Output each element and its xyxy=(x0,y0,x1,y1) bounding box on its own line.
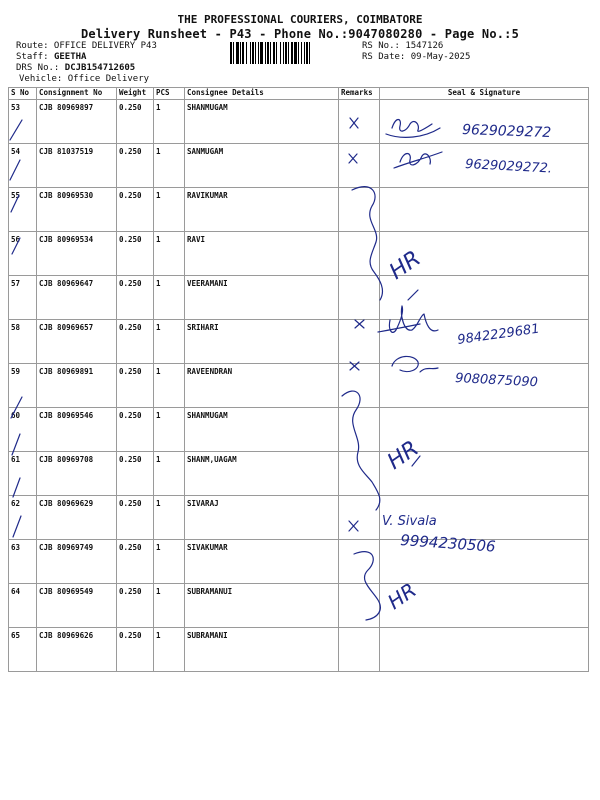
barcode-bar xyxy=(252,42,254,64)
table-row xyxy=(9,232,589,276)
barcode-bar xyxy=(283,42,284,64)
table-row xyxy=(9,144,589,188)
barcode-bar xyxy=(236,42,239,64)
cell-remarks xyxy=(339,496,380,540)
cell-signature xyxy=(380,628,589,672)
cell-weight: 0.250 xyxy=(117,320,154,364)
cell-signature xyxy=(380,320,589,364)
barcode-bar xyxy=(291,42,293,64)
staff-label: Staff: xyxy=(16,52,54,62)
barcode-bar xyxy=(285,42,287,64)
handwritten-hr-1: HR xyxy=(385,246,426,285)
cell-sno: 58 xyxy=(9,320,37,364)
cell-remarks xyxy=(339,144,380,188)
cell-weight: 0.250 xyxy=(117,452,154,496)
cell-consignment-no: CJB 80969891 xyxy=(37,364,117,408)
barcode-bar xyxy=(267,42,269,64)
cell-pcs: 1 xyxy=(154,144,185,188)
handwritten-hr-2: HR xyxy=(383,436,424,475)
cell-consignee: RAVIKUMAR xyxy=(185,188,339,232)
rs-date: RS Date: 09-May-2025 xyxy=(362,52,471,62)
staff-line xyxy=(16,52,86,62)
table-row xyxy=(9,100,589,144)
handwritten-phone-58: 9842229681 xyxy=(456,321,541,348)
cell-consignment-no: CJB 80969629 xyxy=(37,496,117,540)
col-header-consignment: Consignment No xyxy=(37,88,117,100)
runsheet-table xyxy=(8,87,589,672)
col-header-signature: Seal & Signature xyxy=(380,88,589,100)
table-row xyxy=(9,540,589,584)
cell-remarks xyxy=(339,584,380,628)
cell-consignee: RAVI xyxy=(185,232,339,276)
cell-consignee: SHANMUGAM xyxy=(185,100,339,144)
table-row xyxy=(9,320,589,364)
cell-consignment-no: CJB 80969749 xyxy=(37,540,117,584)
handwritten-name-63: V. Sivala xyxy=(382,514,437,529)
cell-weight: 0.250 xyxy=(117,188,154,232)
cell-consignment-no: CJB 80969657 xyxy=(37,320,117,364)
barcode-bar xyxy=(258,42,259,64)
cell-consignment-no: CJB 80969546 xyxy=(37,408,117,452)
col-header-remarks: Remarks xyxy=(339,88,380,100)
barcode-bar xyxy=(265,42,266,64)
cell-signature xyxy=(380,188,589,232)
cell-pcs: 1 xyxy=(154,584,185,628)
table-row xyxy=(9,496,589,540)
barcode-bar xyxy=(260,42,263,64)
barcode-bar xyxy=(288,42,289,64)
cell-pcs: 1 xyxy=(154,408,185,452)
cell-remarks xyxy=(339,320,380,364)
cell-signature xyxy=(380,452,589,496)
barcode-bar xyxy=(276,42,277,64)
cell-pcs: 1 xyxy=(154,276,185,320)
cell-weight: 0.250 xyxy=(117,100,154,144)
barcode-bar xyxy=(233,42,234,64)
cell-sno: 63 xyxy=(9,540,37,584)
handwritten-phone-59: 9080875090 xyxy=(454,371,539,391)
col-header-weight: Weight xyxy=(117,88,154,100)
cell-pcs: 1 xyxy=(154,628,185,672)
cell-pcs: 1 xyxy=(154,188,185,232)
cell-consignee: VEERAMANI xyxy=(185,276,339,320)
cell-signature xyxy=(380,232,589,276)
cell-remarks xyxy=(339,540,380,584)
cell-pcs: 1 xyxy=(154,452,185,496)
cell-remarks xyxy=(339,628,380,672)
cell-weight: 0.250 xyxy=(117,408,154,452)
cell-sno: 55 xyxy=(9,188,37,232)
cell-consignee: SUBRAMANI xyxy=(185,628,339,672)
drs-value: DCJB154712605 xyxy=(64,63,136,73)
cell-weight: 0.250 xyxy=(117,496,154,540)
table-row xyxy=(9,188,589,232)
cell-signature xyxy=(380,276,589,320)
table-header-row xyxy=(9,88,589,100)
cell-consignee: SHANM,UAGAM xyxy=(185,452,339,496)
cell-sno: 64 xyxy=(9,584,37,628)
cell-remarks xyxy=(339,408,380,452)
cell-sno: 65 xyxy=(9,628,37,672)
cell-consignee: RAVEENDRAN xyxy=(185,364,339,408)
cell-pcs: 1 xyxy=(154,496,185,540)
cell-sno: 62 xyxy=(9,496,37,540)
rs-number: RS No.: 1547126 xyxy=(362,41,444,51)
barcode-bar xyxy=(304,42,305,64)
barcode-bar xyxy=(298,42,299,64)
cell-signature xyxy=(380,540,589,584)
table-row xyxy=(9,628,589,672)
cell-consignment-no: CJB 80969534 xyxy=(37,232,117,276)
table-row xyxy=(9,364,589,408)
cell-pcs: 1 xyxy=(154,364,185,408)
barcode-bar xyxy=(273,42,275,64)
cell-consignee: SANMUGAM xyxy=(185,144,339,188)
barcode-bar xyxy=(294,42,297,64)
cell-pcs: 1 xyxy=(154,540,185,584)
cell-sno: 53 xyxy=(9,100,37,144)
cell-remarks xyxy=(339,100,380,144)
barcode-bar xyxy=(270,42,271,64)
cell-consignment-no: CJB 80969708 xyxy=(37,452,117,496)
handwritten-phone-54: 9629029272. xyxy=(464,157,553,177)
cell-pcs: 1 xyxy=(154,320,185,364)
cell-consignment-no: CJB 80969530 xyxy=(37,188,117,232)
barcode-bar xyxy=(240,42,241,64)
cell-remarks xyxy=(339,276,380,320)
barcode-bar xyxy=(309,42,310,64)
cell-consignment-no: CJB 80969897 xyxy=(37,100,117,144)
cell-weight: 0.250 xyxy=(117,540,154,584)
barcode xyxy=(230,42,356,64)
barcode-bar xyxy=(230,42,232,64)
cell-consignment-no: CJB 80969626 xyxy=(37,628,117,672)
cell-remarks xyxy=(339,232,380,276)
barcode-bar xyxy=(250,42,251,64)
table-row xyxy=(9,408,589,452)
cell-signature xyxy=(380,364,589,408)
col-header-consignee: Consignee Details xyxy=(185,88,339,100)
col-header-sno: S No xyxy=(9,88,37,100)
barcode-bar xyxy=(306,42,308,64)
cell-remarks xyxy=(339,452,380,496)
cell-consignment-no: CJB 81037519 xyxy=(37,144,117,188)
drs-line xyxy=(16,63,135,73)
table-row xyxy=(9,276,589,320)
barcode-bar xyxy=(242,42,244,64)
cell-signature xyxy=(380,496,589,540)
col-header-pcs: PCS xyxy=(154,88,185,100)
cell-remarks xyxy=(339,188,380,232)
barcode-bar xyxy=(255,42,256,64)
table-row xyxy=(9,452,589,496)
cell-sno: 57 xyxy=(9,276,37,320)
handwritten-hr-3: HR xyxy=(383,577,421,615)
cell-consignee: SIVAKUMAR xyxy=(185,540,339,584)
route-line: Route: OFFICE DELIVERY P43 xyxy=(16,41,157,51)
cell-signature xyxy=(380,584,589,628)
cell-remarks xyxy=(339,364,380,408)
cell-consignee: SRIHARI xyxy=(185,320,339,364)
cell-signature xyxy=(380,100,589,144)
cell-consignee: SHANMUGAM xyxy=(185,408,339,452)
cell-consignment-no: CJB 80969647 xyxy=(37,276,117,320)
cell-consignee: SIVARAJ xyxy=(185,496,339,540)
cell-weight: 0.250 xyxy=(117,276,154,320)
cell-pcs: 1 xyxy=(154,100,185,144)
company-name: THE PROFESSIONAL COURIERS, COIMBATORE xyxy=(177,13,423,26)
vehicle-line: Vehicle: Office Delivery xyxy=(19,74,150,84)
barcode-bar xyxy=(301,42,302,64)
cell-pcs: 1 xyxy=(154,232,185,276)
cell-sno: 60 xyxy=(9,408,37,452)
cell-weight: 0.250 xyxy=(117,144,154,188)
cell-signature xyxy=(380,144,589,188)
cell-sno: 61 xyxy=(9,452,37,496)
cell-weight: 0.250 xyxy=(117,232,154,276)
handwritten-phone-63: 9994230506 xyxy=(399,531,497,556)
cell-consignment-no: CJB 80969549 xyxy=(37,584,117,628)
cell-weight: 0.250 xyxy=(117,584,154,628)
runsheet-subtitle: Delivery Runsheet - P43 - Phone No.:9047080280 - Page No.:5 xyxy=(80,27,520,41)
staff-value: GEETHA xyxy=(53,52,87,62)
barcode-bar xyxy=(246,42,247,64)
handwritten-phone-53: 9629029272 xyxy=(461,122,552,142)
cell-sno: 54 xyxy=(9,144,37,188)
cell-weight: 0.250 xyxy=(117,628,154,672)
cell-sno: 56 xyxy=(9,232,37,276)
barcode-bar xyxy=(280,42,281,64)
cell-weight: 0.250 xyxy=(117,364,154,408)
cell-sno: 59 xyxy=(9,364,37,408)
cell-consignee: SUBRAMANUI xyxy=(185,584,339,628)
cell-signature xyxy=(380,408,589,452)
drs-label: DRS No.: xyxy=(16,63,65,73)
table-row xyxy=(9,584,589,628)
